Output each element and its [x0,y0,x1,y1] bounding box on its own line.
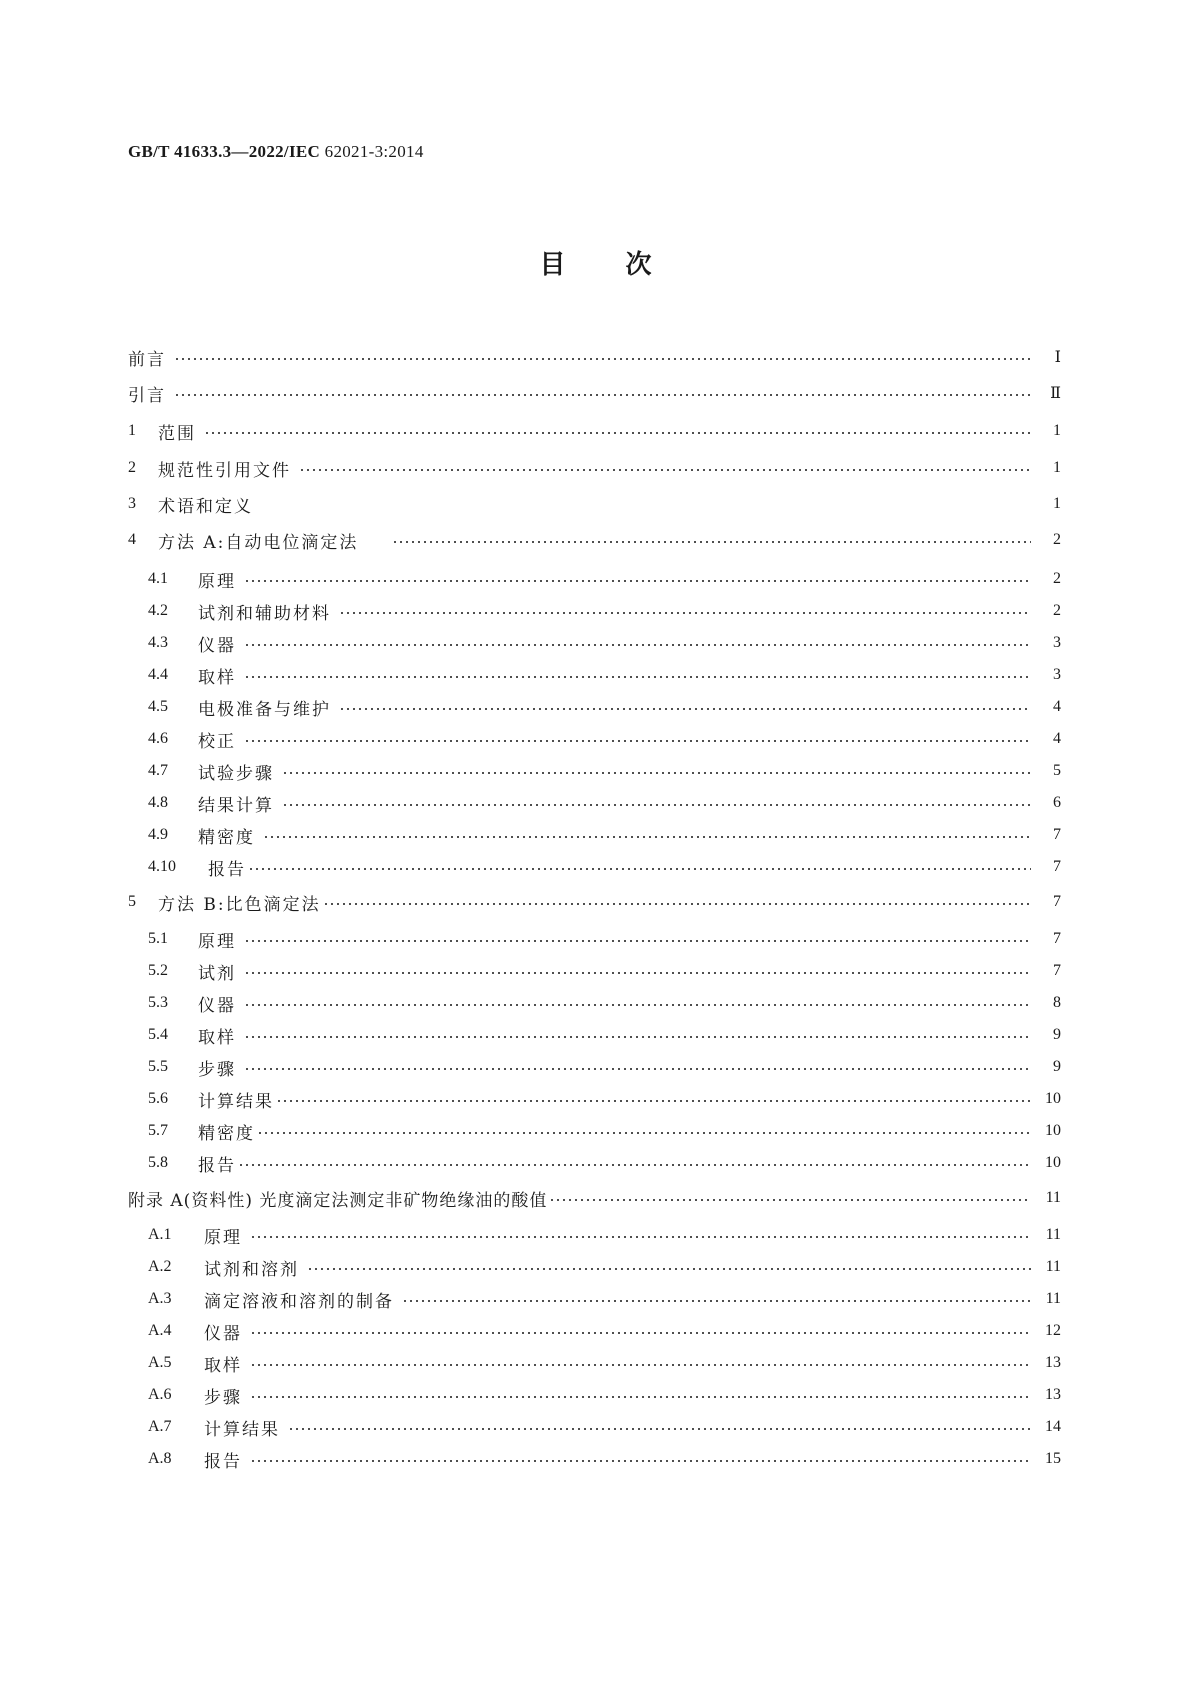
toc-entry-page: 4 [1053,730,1061,747]
toc-entry-number: 5.5 [148,1058,168,1075]
toc-entry-page: 1 [1053,459,1061,476]
toc-entry-label: 术语和定义 [158,496,253,517]
toc-entry[interactable] [148,759,1061,783]
toc-leader-dots [174,393,1031,397]
toc-entry-page: Ⅰ [1054,349,1061,366]
toc-entry[interactable] [148,727,1061,751]
toc-entry-number: A.8 [148,1450,172,1467]
toc-leader-dots [323,902,1031,906]
toc-entry-label: 计算结果 [204,1419,280,1440]
toc-entry-number: A.7 [148,1418,172,1435]
toc-entry-label: 报告 [204,1451,242,1472]
toc-entry-page: 8 [1053,994,1061,1011]
toc-entry[interactable] [148,1319,1061,1343]
toc-leader-dots [244,739,1031,743]
toc-entry[interactable] [148,567,1061,591]
toc-leader-dots [250,1363,1031,1367]
toc-leader-dots [276,1099,1031,1103]
toc-leader-dots [307,1267,1031,1271]
toc-leader-dots [263,835,1031,839]
toc-entry-number: 5.6 [148,1090,168,1107]
toc-entry-label: 原理 [204,1227,242,1248]
toc-entry-number: 4.1 [148,570,168,587]
toc-entry-number: 4.8 [148,794,168,811]
toc-entry-label: 校正 [198,731,236,752]
toc-entry-page: 9 [1053,1026,1061,1043]
toc-entry-page: 14 [1045,1418,1061,1435]
toc-leader-dots [244,675,1031,679]
toc-entry-number: A.3 [148,1290,172,1307]
toc-entry-number: 5.2 [148,962,168,979]
toc-leader-dots [250,1459,1031,1463]
toc-entry[interactable] [148,1151,1061,1175]
toc-entry-label: 步骤 [198,1059,236,1080]
toc-leader-dots [288,1427,1031,1431]
toc-entry-page: 2 [1053,570,1061,587]
toc-entry-number: A.4 [148,1322,172,1339]
toc-entry-number: 4.4 [148,666,168,683]
toc-leader-dots [244,579,1031,583]
toc-entry[interactable] [148,855,1061,879]
toc-entry[interactable] [148,1287,1061,1311]
toc-leader-dots [299,468,1031,472]
toc-entry-page: 4 [1053,698,1061,715]
toc-entry[interactable] [148,959,1061,983]
toc-entry-label: 精密度 [198,1123,255,1144]
toc-entry-page: 13 [1045,1354,1061,1371]
toc-entry[interactable] [148,1447,1061,1471]
toc-entry-label: 前言 [128,349,166,370]
toc-entry[interactable] [148,1023,1061,1047]
standard-number-main: GB/T 41633.3—2022/IEC [128,142,321,161]
toc-entry[interactable] [148,1415,1061,1439]
toc-entry-page: 2 [1053,602,1061,619]
toc-entry-number: 4.5 [148,698,168,715]
toc-entry[interactable] [128,456,1061,480]
toc-entry-number: 5 [128,893,136,910]
toc-leader-dots [250,1235,1031,1239]
toc-entry[interactable] [128,492,1061,516]
toc-entry[interactable] [148,631,1061,655]
toc-entry-number: A.2 [148,1258,172,1275]
toc-entry-page: 1 [1053,422,1061,439]
toc-entry[interactable] [148,1255,1061,1279]
toc-entry-page: 11 [1045,1290,1061,1307]
toc-entry-page: 11 [1045,1189,1061,1206]
toc-entry-number: 4.9 [148,826,168,843]
toc-entry-page: 10 [1045,1122,1061,1139]
toc-leader-dots [204,431,1031,435]
toc-entry-label: 试验步骤 [198,763,274,784]
toc-leader-dots [244,939,1031,943]
toc-entry-label: 报告 [208,859,246,880]
toc-entry-page: 7 [1053,826,1061,843]
toc-entry[interactable] [148,695,1061,719]
toc-entry-number: 5.3 [148,994,168,1011]
toc-leader-dots [250,1331,1031,1335]
toc-entry-label: 试剂 [198,963,236,984]
toc-entry-label: 仪器 [198,635,236,656]
toc-entry-page: 10 [1045,1154,1061,1171]
toc-leader-dots [549,1198,1031,1202]
toc-entry[interactable] [148,791,1061,815]
toc-leader-dots [339,707,1031,711]
toc-entry-label: 方法 B:比色滴定法 [158,894,321,915]
toc-entry-label: 精密度 [198,827,255,848]
toc-entry-label: 计算结果 [198,1091,274,1112]
toc-leader-dots [339,611,1031,615]
toc-entry-label: 仪器 [198,995,236,1016]
toc-leader-dots [244,643,1031,647]
toc-entry-page: 6 [1053,794,1061,811]
toc-entry-number: 5.4 [148,1026,168,1043]
toc-entry-label: 仪器 [204,1323,242,1344]
toc-entry[interactable] [148,599,1061,623]
toc-entry-label: 试剂和辅助材料 [198,603,331,624]
toc-entry-number: 4.6 [148,730,168,747]
toc-entry-label: 规范性引用文件 [158,460,291,481]
toc-entry-number: 4 [128,531,136,548]
toc-entry-page: 11 [1045,1258,1061,1275]
toc-entry-label: 结果计算 [198,795,274,816]
toc-leader-dots [174,357,1031,361]
toc-entry-label: 报告 [198,1155,236,1176]
toc-entry[interactable] [148,823,1061,847]
toc-entry-page: 3 [1053,634,1061,651]
toc-entry[interactable] [128,345,1061,369]
toc-entry-label: 范围 [158,423,196,444]
toc-entry-page: 11 [1045,1226,1061,1243]
toc-entry-page: 7 [1053,893,1061,910]
toc-leader-dots [402,1299,1031,1303]
toc-entry[interactable] [148,663,1061,687]
toc-entry-number: 1 [128,422,136,439]
toc-entry[interactable] [148,991,1061,1015]
toc-entry-number: A.5 [148,1354,172,1371]
toc-entry-page: 5 [1053,762,1061,779]
toc-entry-label: 方法 A:自动电位滴定法 [158,532,359,553]
toc-entry-number: 4.10 [148,858,176,875]
standard-number-iec: 62021-3:2014 [324,142,424,161]
toc-entry-number: 5.1 [148,930,168,947]
toc-entry-page: 9 [1053,1058,1061,1075]
toc-entry-page: 7 [1053,930,1061,947]
toc-entry-page: 2 [1053,531,1061,548]
toc-entry-number: A.1 [148,1226,172,1243]
toc-entry-number: 2 [128,459,136,476]
toc-leader-dots [248,867,1031,871]
toc-entry-label: 步骤 [204,1387,242,1408]
toc-leader-dots [238,1163,1031,1167]
toc-entry[interactable] [148,1223,1061,1247]
toc-entry[interactable] [128,419,1061,443]
toc-entry[interactable] [148,1351,1061,1375]
toc-entry[interactable] [148,1119,1061,1143]
toc-leader-dots [244,1035,1031,1039]
toc-entry-label: 试剂和溶剂 [204,1259,299,1280]
toc-entry-number: 5.7 [148,1122,168,1139]
toc-leader-dots [257,1131,1031,1135]
toc-entry-page: 7 [1053,962,1061,979]
toc-entry-number: 4.7 [148,762,168,779]
toc-entry[interactable] [128,528,1061,552]
toc-entry-number: 4.2 [148,602,168,619]
toc-entry[interactable] [128,1186,1061,1210]
toc-entry-number: 4.3 [148,634,168,651]
toc-leader-dots [250,1395,1031,1399]
toc-entry-number: A.6 [148,1386,172,1403]
toc-entry-page: 10 [1045,1090,1061,1107]
toc-entry-label: 原理 [198,931,236,952]
toc-entry-label: 取样 [204,1355,242,1376]
toc-leader-dots [244,1067,1031,1071]
toc-entry-page: 13 [1045,1386,1061,1403]
toc-entry-label: 取样 [198,1027,236,1048]
toc-entry-page: 1 [1053,495,1061,512]
toc-entry-page: 12 [1045,1322,1061,1339]
toc-entry[interactable] [148,1087,1061,1111]
toc-leader-dots [282,803,1031,807]
toc-entry-label: 电极准备与维护 [198,699,331,720]
toc-entry-label: 滴定溶液和溶剂的制备 [204,1291,394,1312]
toc-entry[interactable] [128,890,1061,914]
toc-entry-page: 7 [1053,858,1061,875]
toc-entry-label: 原理 [198,571,236,592]
toc-entry-page: 15 [1045,1450,1061,1467]
toc-leader-dots [244,1003,1031,1007]
toc-entry[interactable] [148,1055,1061,1079]
toc-entry-page: 3 [1053,666,1061,683]
toc-entry-label: 取样 [198,667,236,688]
toc-entry-number: 5.8 [148,1154,168,1171]
toc-entry-label: 附录 A(资料性) 光度滴定法测定非矿物绝缘油的酸值 [128,1190,548,1211]
toc-entry-page: Ⅱ [1050,385,1061,402]
toc-entry[interactable] [148,1383,1061,1407]
page-title: 目次 [539,250,712,280]
toc-entry[interactable] [148,927,1061,951]
toc-entry-label: 引言 [128,385,166,406]
toc-leader-dots [392,540,1031,544]
toc-entry[interactable] [128,381,1061,405]
toc-leader-dots [244,971,1031,975]
toc-leader-dots [282,771,1031,775]
toc-entry-number: 3 [128,495,136,512]
